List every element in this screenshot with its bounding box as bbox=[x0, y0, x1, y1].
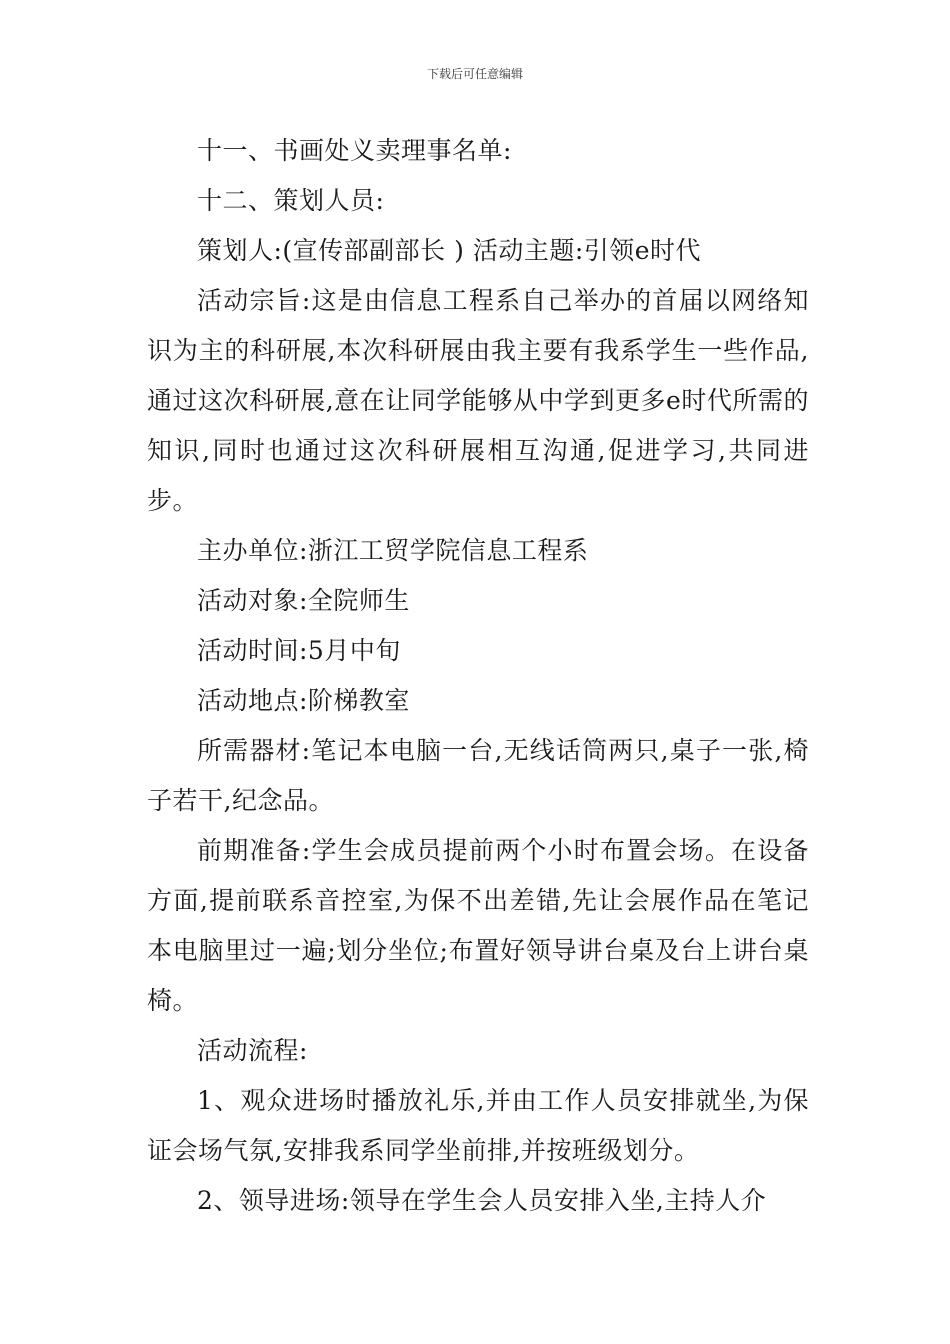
preparation: 前期准备:学生会成员提前两个小时布置会场。在设备方面,提前联系音控室,为保不出差错,先让会展作品在笔记本电脑里过一遍;划分坐位;布置好领导讲台桌及台上讲台桌椅。 bbox=[147, 836, 809, 1015]
activity-purpose: 活动宗旨:这是由信息工程系自己举办的首届以网络知识为主的科研展,本次科研展由我主要有我系学生一些作品,通过这次科研展,意在让同学能够从中学到更多e时代所需的知识,同时也通过这次科研展相互沟通,促进学习,共同进步。 bbox=[147, 286, 809, 515]
target-audience: 活动对象:全院师生 bbox=[197, 586, 410, 615]
section-eleven-heading: 十一、书画处义卖理事名单: bbox=[197, 136, 512, 165]
required-equipment: 所需器材:笔记本电脑一台,无线话筒两只,桌子一张,椅子若干,纪念品。 bbox=[147, 736, 809, 815]
document-body bbox=[147, 126, 809, 1226]
page-header-note: 下载后可任意编辑 bbox=[426, 67, 523, 81]
process-step-2: 2、领导进场:领导在学生会人员安排入坐,主持人介 bbox=[197, 1186, 767, 1215]
process-step-1: 1、观众进场时播放礼乐,并由工作人员安排就坐,为保证会场气氛,安排我系同学坐前排,并按班级划分。 bbox=[147, 1086, 809, 1165]
planner-and-theme: 策划人:(宣传部副部长 ) 活动主题:引领e时代 bbox=[197, 236, 702, 265]
activity-location: 活动地点:阶梯教室 bbox=[197, 686, 410, 715]
organizer: 主办单位:浙江工贸学院信息工程系 bbox=[197, 536, 589, 565]
section-twelve-heading: 十二、策划人员: bbox=[197, 186, 385, 215]
process-heading: 活动流程: bbox=[197, 1036, 308, 1065]
activity-time: 活动时间:5月中旬 bbox=[197, 636, 401, 665]
